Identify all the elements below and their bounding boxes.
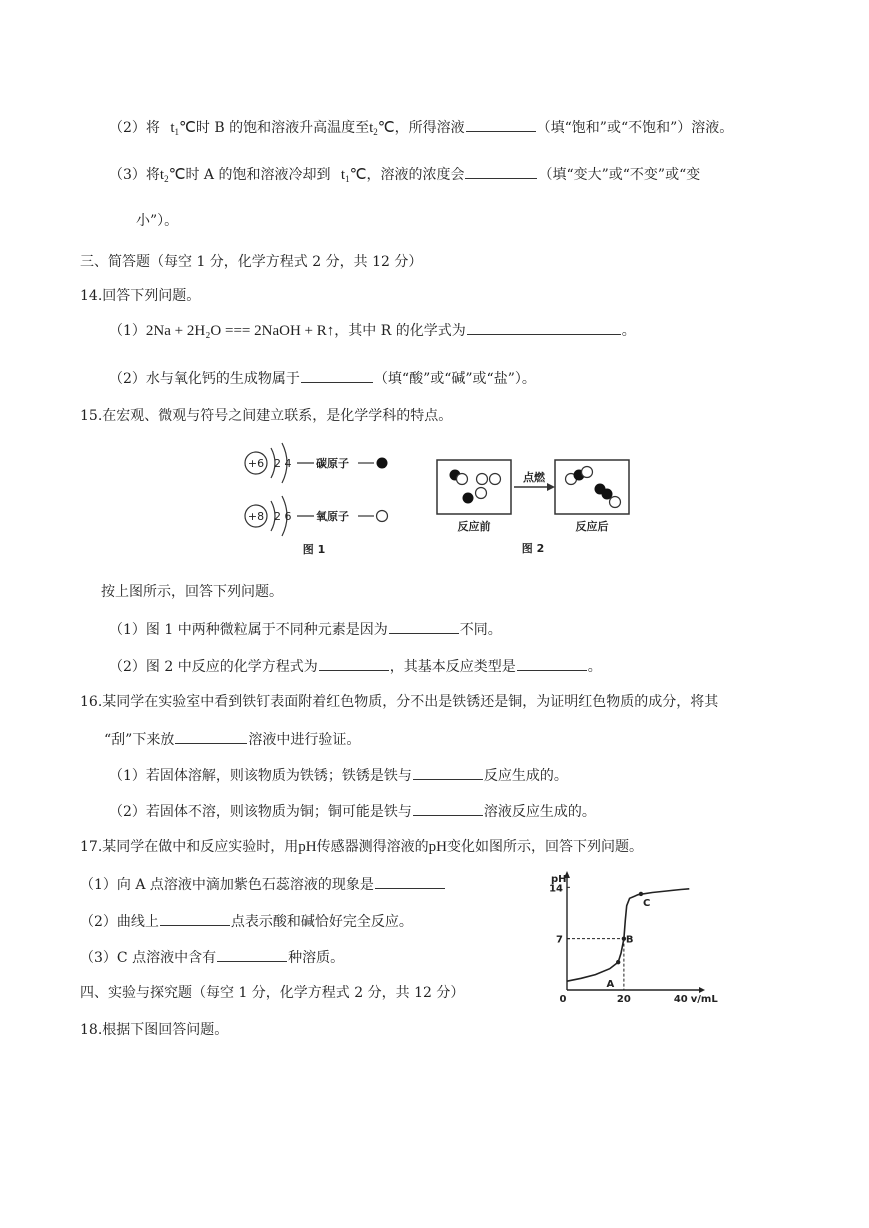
chemical-equation: 2Na + 2H₂O === 2NaOH + R↑ [145, 323, 335, 339]
x-axis-label: v/mL [690, 994, 718, 1005]
question-18-stem: 18.根据下图回答问题。 [80, 1022, 229, 1038]
figure-2-reaction-diagram [435, 458, 635, 558]
question-17-stem: 17.某同学在做中和反应实验时，用pH传感器测得溶液的pH变化如图所示，回答下列问题。 [80, 839, 643, 855]
oxygen-label: 氧原子 [316, 510, 349, 523]
before-box [437, 460, 511, 514]
q13-part3: （3）将$t_2℃$时 A 的饱和溶液冷却到 $t_1℃$，溶液的浓度会 （填“变大”或“不变”或“变 [109, 164, 700, 189]
q15-lead: 按上图所示，回答下列问题。 [101, 584, 283, 600]
answer-blank[interactable] [301, 368, 373, 383]
answer-blank[interactable] [217, 947, 287, 962]
point-C [639, 892, 643, 896]
answer-blank[interactable] [413, 801, 483, 816]
q14-part1: （1）2Na + 2H₂O === 2NaOH + R↑，其中 R 的化学式为 。 [109, 320, 636, 341]
x-tick-label: 20 [616, 994, 631, 1005]
q15-part1: （1）图 1 中两种微粒属于不同种元素是因为 不同。 [109, 619, 502, 640]
carbon-label: 碳原子 [316, 457, 349, 470]
oxygen-nucleus-charge: +8 [247, 510, 265, 523]
answer-blank[interactable] [319, 656, 389, 671]
question-15-stem: 15.在宏观、微观与符号之间建立联系，是化学学科的特点。 [80, 408, 453, 424]
point-label-B: B [625, 934, 634, 946]
y-axis-label: pH [551, 874, 567, 885]
section-heading: 三、简答题（每空 1 分，化学方程式 2 分，共 12 分） [80, 254, 423, 270]
answer-blank[interactable] [466, 117, 536, 132]
before-label: 反应前 [457, 520, 491, 533]
answer-blank[interactable] [389, 619, 459, 634]
q13-part3-cont: 小”）。 [136, 213, 179, 229]
ph-titration-chart [545, 868, 718, 1008]
oxygen-atom-symbol [377, 511, 388, 522]
answer-blank[interactable] [517, 656, 587, 671]
x-tick-label: 0 [559, 994, 567, 1005]
section-heading: 四、实验与探究题（每空 1 分，化学方程式 2 分，共 12 分） [80, 985, 465, 1001]
figure-1-atom-diagrams [240, 440, 400, 560]
q16-part1: （1）若固体溶解，则该物质为铁锈；铁锈是铁与 反应生成的。 [109, 765, 568, 786]
y-tick-label: 7 [556, 934, 563, 946]
reaction-condition: 点燃 [523, 471, 545, 484]
q16-part2: （2）若固体不溶，则该物质为铜；铜可能是铁与 溶液反应生成的。 [109, 801, 596, 822]
x-axis-arrow [699, 987, 705, 993]
x-tick-label: 40 [673, 994, 688, 1005]
q17-part2: （2）曲线上 点表示酸和碱恰好完全反应。 [80, 911, 413, 932]
figure-1-caption: 图 1 [302, 543, 326, 556]
q17-part3: （3）C 点溶液中含有 种溶质。 [80, 947, 344, 968]
question-16-stem: 16.某同学在实验室中看到铁钉表面附着红色物质，分不出是铁锈还是铜，为证明红色物质的成分，将其 [80, 694, 719, 710]
q15-part2: （2）图 2 中反应的化学方程式为 ，其基本反应类型是 。 [109, 656, 602, 677]
q17-part1: （1）向 A 点溶液中滴加紫色石蕊溶液的现象是 [80, 874, 446, 895]
answer-blank[interactable] [160, 911, 230, 926]
after-label: 反应后 [575, 520, 609, 533]
point-label-A: A [606, 979, 615, 990]
carbon-nucleus-charge: +6 [247, 457, 265, 470]
answer-blank[interactable] [375, 874, 445, 889]
point-label-C: C [642, 897, 651, 909]
point-A [616, 960, 620, 964]
q14-part2: （2）水与氧化钙的生成物属于 （填“酸”或“碱”或“盐”）。 [109, 368, 536, 389]
figure-2-caption: 图 2 [521, 542, 545, 555]
answer-blank[interactable] [175, 729, 247, 744]
q13-part2: （2）将 $t_1℃$时 B 的饱和溶液升高温度至$t_2℃$，所得溶液 （填“饱和”或“不饱和”）溶液。 [109, 117, 733, 142]
question-14-stem: 14.回答下列问题。 [80, 288, 201, 304]
q16-stem-cont: “刮”下来放 溶液中进行验证。 [104, 729, 360, 750]
answer-blank[interactable] [413, 765, 483, 780]
oxygen-shells: 2 6 [274, 510, 292, 523]
carbon-shells: 2 4 [274, 457, 292, 470]
answer-blank[interactable] [467, 320, 621, 335]
answer-blank[interactable] [465, 164, 537, 179]
carbon-atom-symbol [377, 458, 388, 469]
y-tick-label: 14 [549, 883, 563, 895]
